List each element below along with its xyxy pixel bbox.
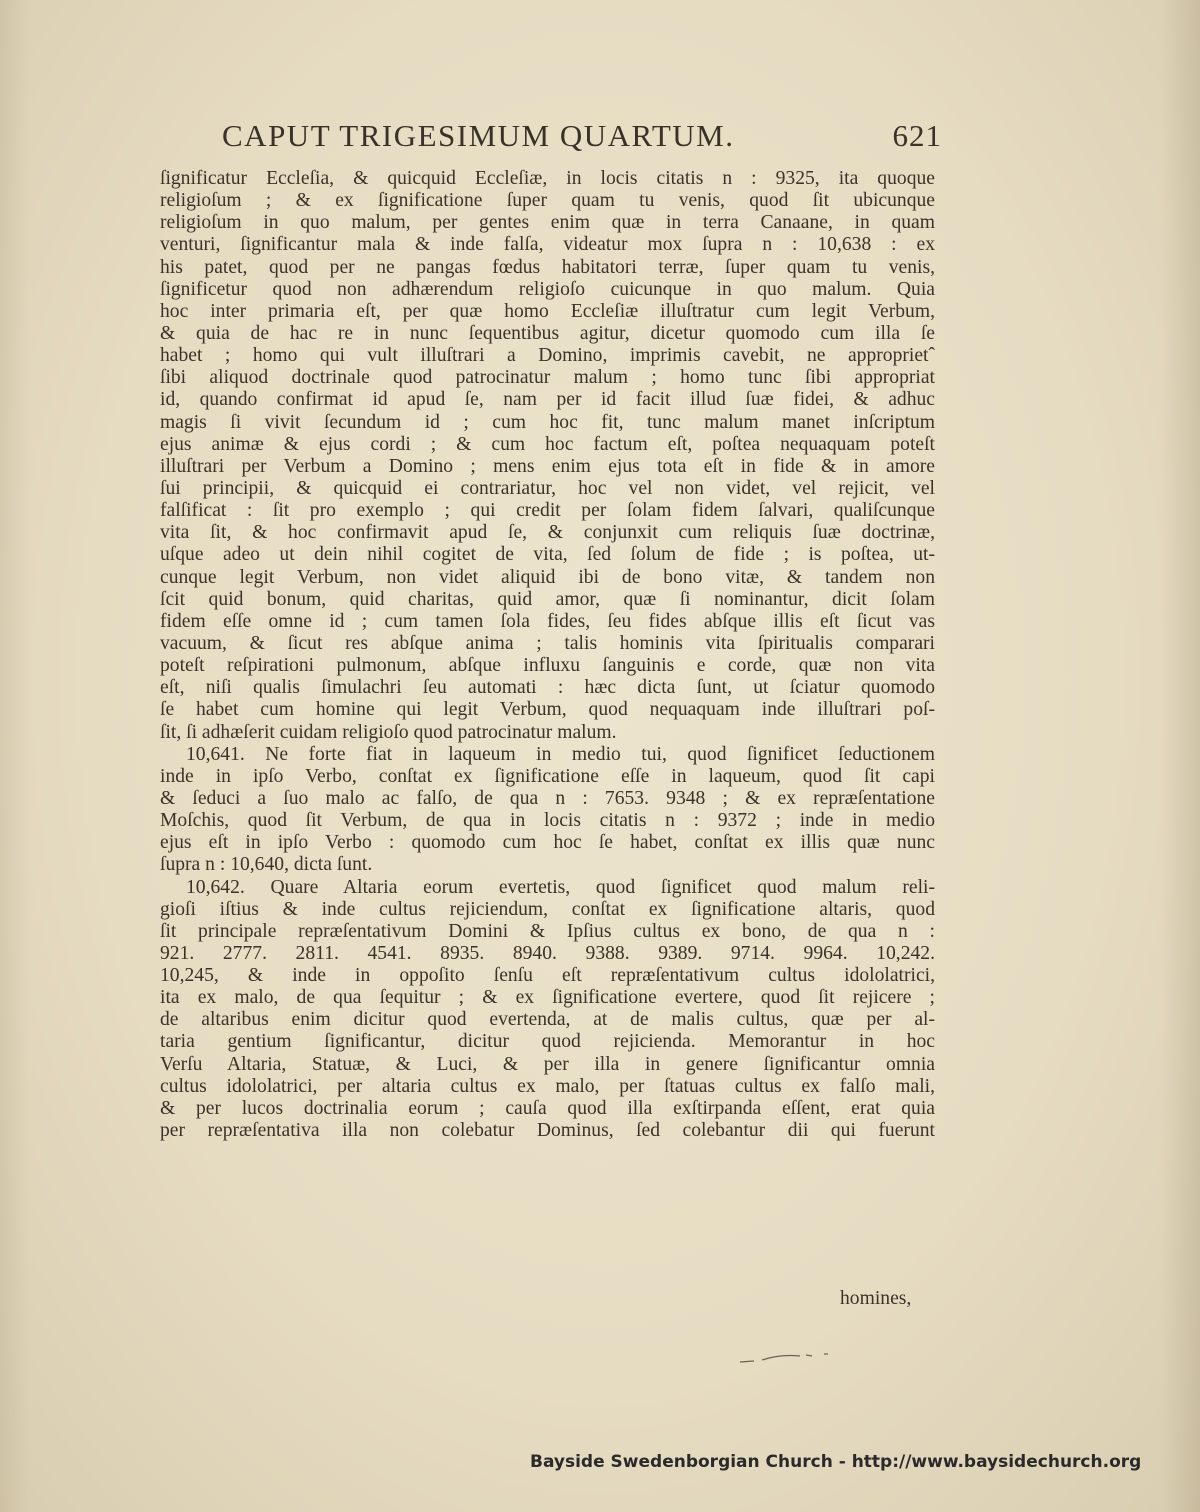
text-line: id, quando confirmat id apud ſe, nam per id facit illud ſuæ fidei, & adhuc: [160, 389, 935, 411]
text-line: Verſu Altaria, Statuæ, & Luci, & per illa in genere ſignificantur omnia: [160, 1053, 935, 1075]
text-line: & quia de hac re in nunc ſequentibus agitur, dicetur quomodo cum illa ſe: [160, 322, 935, 344]
text-line: ejus eſt in ipſo Verbo : quomodo cum hoc ſe habet, conſtat ex illis quæ nunc: [160, 832, 935, 854]
text-line: religioſum ; & ex ſignificatione ſuper quam tu venis, quod ſit ubicunque: [160, 190, 935, 212]
chapter-title: CAPUT TRIGESIMUM QUARTUM.: [222, 118, 735, 153]
page-shadow-left: [0, 0, 30, 1512]
text-line: inde in ipſo Verbo, conſtat ex ſignificatione eſſe in laqueum, quod ſit capi: [160, 765, 935, 787]
text-line: his patet, quod per ne pangas fœdus habitatori terræ, ſuper quam tu venis,: [160, 256, 935, 278]
text-line: ſcit quid bonum, quid charitas, quid amor, quæ ſi nominantur, dicit ſolam: [160, 588, 935, 610]
text-line: Moſchis, quod ſit Verbum, de qua in locis citatis n : 9372 ; inde in medio: [160, 810, 935, 832]
text-line: fidem eſſe omne id ; cum tamen ſola fides, ſeu fides abſque illis eſt ſicut vas: [160, 610, 935, 632]
text-line: per repræſentativa illa non colebatur Dominus, ſed colebantur dii qui fuerunt: [160, 1120, 935, 1142]
text-line: vita ſit, & hoc confirmavit apud ſe, & conjunxit cum reliquis ſuæ doctrinæ,: [160, 522, 935, 544]
text-line: cultus idololatrici, per altaria cultus ex malo, per ſtatuas cultus ex falſo mali,: [160, 1075, 935, 1097]
text-line: ſignificetur quod non adhærendum religioſo cuicunque in quo malum. Quia: [160, 278, 935, 300]
text-line: gioſi iſtius & inde cultus rejiciendum, conſtat ex ſignificatione altaris, quod: [160, 898, 935, 920]
text-line: & ſeduci a ſuo malo ac falſo, de qua n : 7653. 9348 ; & ex repræſentatione: [160, 787, 935, 809]
text-line: 921. 2777. 2811. 4541. 8935. 8940. 9388. 9389. 9714. 9964. 10,242.: [160, 942, 935, 964]
text-line: ejus animæ & ejus cordi ; & cum hoc factum eſt, poſtea nequaquam poteſt: [160, 433, 935, 455]
text-line: ſupra n : 10,640, dicta ſunt.: [160, 854, 373, 876]
page-shadow-right: [1160, 0, 1200, 1512]
text-line: ſignificatur Eccleſia, & quicquid Eccleſiæ, in locis citatis n : 9325, ita quoque: [160, 168, 935, 189]
text-line: eſt, niſi qualis ſimulachri ſeu automati : hæc dicta ſunt, ut ſciatur quomodo: [160, 677, 935, 699]
text-line: ſit principale repræſentativum Domini & Ipſius cultus ex bono, de qua n :: [160, 920, 935, 942]
running-head: [222, 118, 942, 162]
text-line: falſificat : ſit pro exemplo ; qui credit per ſolam fidem ſalvari, qualiſcunque: [160, 500, 935, 522]
text-line: & per lucos doctrinalia eorum ; cauſa quod illa exſtirpanda eſſent, erat quia: [160, 1097, 935, 1119]
catchword: homines,: [840, 1288, 912, 1309]
text-line: habet ; homo qui vult illuſtrari a Domino, imprimis cavebit, ne approprietˆ: [160, 345, 935, 367]
text-line: 10,245, & inde in oppoſito ſenſu eſt repræſentativum cultus idololatrici,: [160, 965, 935, 987]
body-text: [160, 168, 935, 1142]
text-line: uſque adeo ut dein nihil cogitet de vita, ſed ſolum de fide ; is poſtea, ut-: [160, 544, 935, 566]
text-line: magis ſi vivit ſecundum id ; cum hoc fit, tunc malum manet inſcriptum: [160, 411, 935, 433]
page-number: 621: [892, 118, 942, 153]
text-line: poteſt reſpirationi pulmonum, abſque influxu ſanguinis e corde, quæ non vita: [160, 655, 935, 677]
text-line: religioſum in quo malum, per gentes enim quæ in terra Canaane, in quam: [160, 212, 935, 234]
text-line: ita ex malo, de qua ſequitur ; & ex ſignificatione evertere, quod ſit rejicere ;: [160, 987, 935, 1009]
text-line: 10,641. Ne forte fiat in laqueum in medio tui, quod ſignificet ſeductionem: [186, 743, 935, 765]
text-line: 10,642. Quare Altaria eorum evertetis, quod ſignificet quod malum reli-: [186, 876, 935, 898]
text-line: hoc inter primaria eſt, per quæ homo Eccleſiæ illuſtratur cum legit Verbum,: [160, 300, 935, 322]
footer-credit: Bayside Swedenborgian Church - http://www.baysidechurch.org: [530, 1452, 1142, 1472]
text-line: taria gentium ſignificantur, dicitur quod rejicienda. Memorantur in hoc: [160, 1031, 935, 1053]
text-line: illuſtrari per Verbum a Domino ; mens enim ejus tota eſt in fide & in amore: [160, 455, 935, 477]
text-line: ſit, ſi adhæſerit cuidam religioſo quod patrocinatur malum.: [160, 721, 617, 743]
text-line: ſui principii, & quicquid ei contrariatur, hoc vel non videt, vel rejicit, vel: [160, 477, 935, 499]
text-line: cunque legit Verbum, non videt aliquid ibi de bono vitæ, & tandem non: [160, 566, 935, 588]
text-line: de altaribus enim dicitur quod evertenda, at de malis cultus, quæ per al-: [160, 1009, 935, 1031]
ink-mark-icon: [740, 1350, 840, 1370]
text-line: vacuum, & ſicut res abſque anima ; talis hominis vita ſpiritualis comparari: [160, 632, 935, 654]
text-line: ſibi aliquod doctrinale quod patrocinatur malum ; homo tunc ſibi appropriat: [160, 367, 935, 389]
text-line: venturi, ſignificantur mala & inde falſa, videatur mox ſupra n : 10,638 : ex: [160, 234, 935, 256]
text-line: ſe habet cum homine qui legit Verbum, quod nequaquam inde illuſtrari poſ-: [160, 699, 935, 721]
